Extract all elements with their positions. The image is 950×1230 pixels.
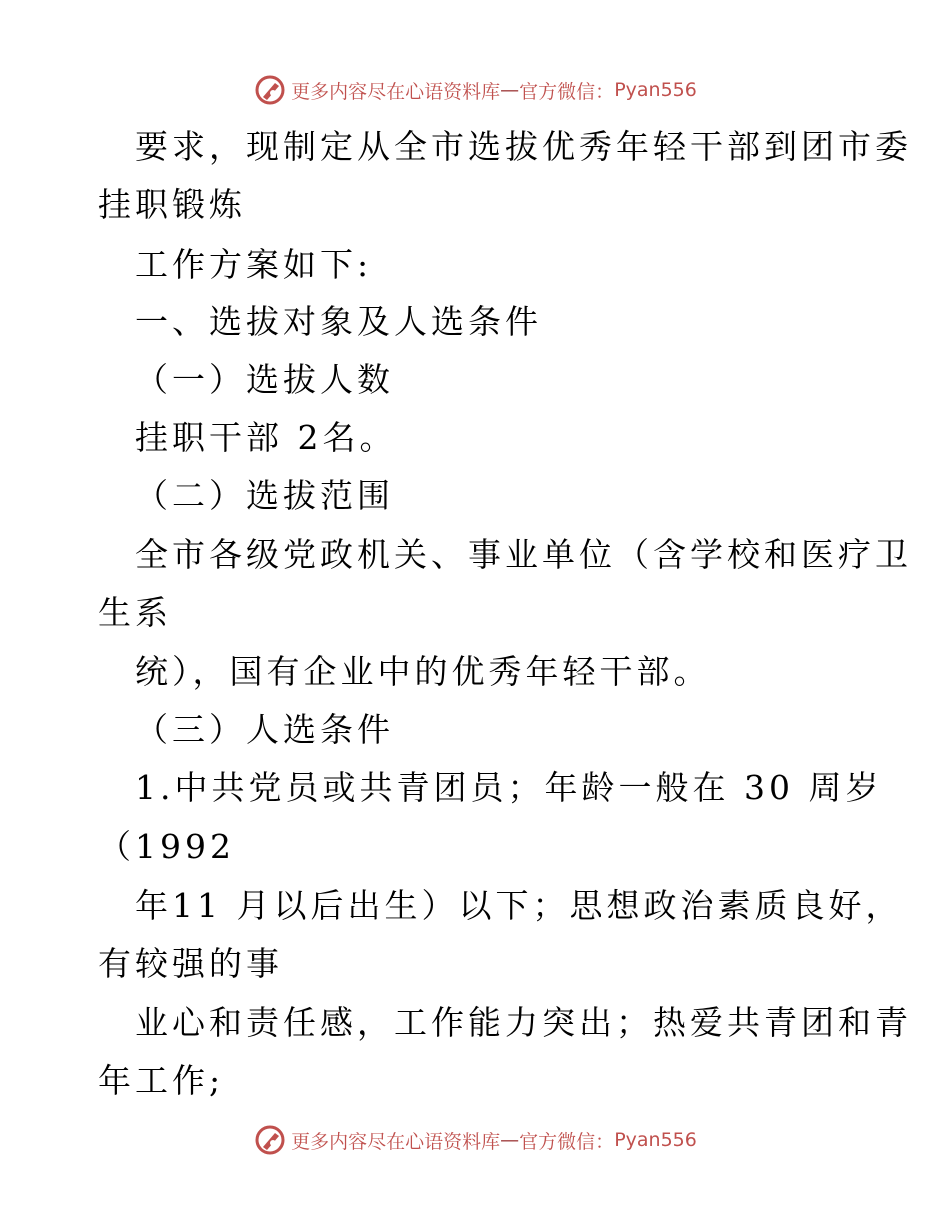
watermark-main-text: 更多内容尽在心语资料库	[291, 80, 501, 103]
paragraph-line: （1992	[98, 827, 235, 866]
watermark-separator: —	[500, 1129, 520, 1151]
paragraph-line: 年11 月以后出生）以下；思想政治素质良好，	[135, 886, 903, 925]
watermark-id: Pyan556	[614, 79, 697, 101]
watermark-footer	[0, 1122, 950, 1158]
paragraph-line: 业心和责任感，工作能力突出；热爱共青团和青	[135, 1003, 912, 1042]
watermark-main-text: 更多内容尽在心语资料库	[291, 1130, 501, 1153]
paragraph-line: 有较强的事	[98, 944, 283, 983]
paragraph-line: 年工作;	[98, 1061, 225, 1100]
paragraph-line: 生系	[98, 593, 172, 632]
paragraph-line: 挂职锻炼	[98, 185, 246, 224]
paragraph-line: 要求，现制定从全市选拔优秀年轻干部到团市委	[135, 127, 912, 166]
subsection-heading: （二）选拔范围	[135, 476, 394, 515]
pen-circle-logo-icon	[253, 73, 287, 107]
subsection-heading: （一）选拔人数	[135, 360, 394, 399]
paragraph-line: 1.中共党员或共青团员；年龄一般在 30 周岁	[135, 768, 883, 807]
watermark-id: Pyan556	[614, 1129, 697, 1151]
paragraph-line: 挂职干部 2名。	[135, 418, 397, 457]
watermark-separator: —	[500, 79, 520, 101]
watermark-header	[0, 72, 950, 108]
paragraph-line: 统），国有企业中的优秀年轻干部。	[135, 652, 711, 691]
pen-circle-logo-icon	[253, 1123, 287, 1157]
watermark-contact: 官方微信：	[519, 80, 615, 103]
paragraph-line: 全市各级党政机关、事业单位（含学校和医疗卫	[135, 535, 912, 574]
watermark-contact: 官方微信：	[519, 1130, 615, 1153]
subsection-heading: （三）人选条件	[135, 710, 394, 749]
paragraph-line: 工作方案如下:	[135, 245, 373, 284]
section-heading: 一、选拔对象及人选条件	[135, 302, 542, 341]
